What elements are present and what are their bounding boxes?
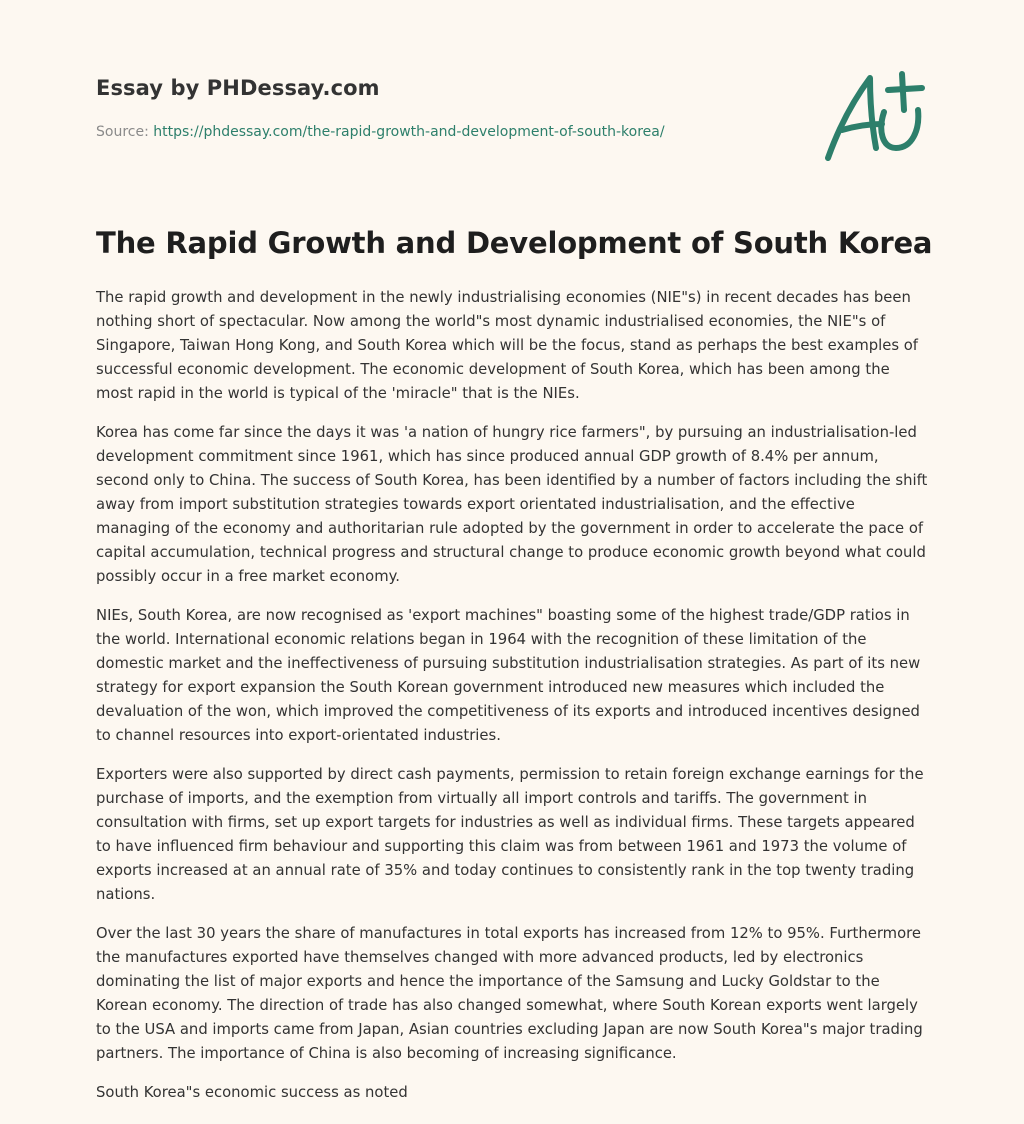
source-link[interactable]: https://phdessay.com/the-rapid-growth-and-development-of-south-korea/ (153, 124, 665, 140)
essay-paragraph: NIEs, South Korea, are now recognised as 'export machines" boasting some of the highest trade/GDP ratios in the world. International economic relations began in 1964 with the recognition of these limitation of the domestic market and the ineffectiveness of pursuing substitution industrialisation strategies. As part of its new strategy for export expansion the South Korean government introduced new measures which included the devaluation of the won, which improved the competitiveness of its exports and introduced incentives designed to channel resources into export-orientated industries. (96, 607, 921, 744)
a-plus-grade-logo-icon (818, 68, 928, 164)
essay-title: The Rapid Growth and Development of South Korea (96, 226, 933, 260)
source-label: Source: (96, 124, 149, 140)
essay-paragraph: The rapid growth and development in the newly industrialising economies (NIE"s) in recent decades has been nothing short of spectacular. Now among the world"s most dynamic industrialised economies, the NIE"s of Singapore, Taiwan Hong Kong, and South Korea which will be the focus, stand as perhaps the best examples of successful economic development. The economic development of South Korea, which has been among the most rapid in the world is typical of the 'miracle" that is the NIEs. (96, 289, 919, 402)
essay-paragraph: South Korea"s economic success as noted (96, 1084, 408, 1101)
essay-paragraph: Over the last 30 years the share of manufactures in total exports has increased from 12% to 95%. Furthermore the manufactures exported have themselves changed with more advanced products, led by electronics dominating the list of major exports and hence the importance of the Samsung and Lucky Goldstar to the Korean economy. The direction of trade has also changed somewhat, where South Korean exports went largely to the USA and imports came from Japan, Asian countries excluding Japan are now South Korea"s major trading partners. The importance of China is also becoming of increasing significance. (96, 925, 923, 1062)
essay-paragraph: Exporters were also supported by direct cash payments, permission to retain foreign exchange earnings for the purchase of imports, and the exemption from virtually all import controls and tariffs. The government in consultation with firms, set up export targets for industries as well as individual firms. These targets appeared to have influenced firm behaviour and supporting this claim was from between 1961 and 1973 the volume of exports increased at an annual rate of 35% and today continues to consistently rank in the top twenty trading nations. (96, 766, 924, 903)
essay-body (96, 286, 930, 1120)
essay-paragraph: Korea has come far since the days it was 'a nation of hungry rice farmers", by pursuing an industrialisation-led development commitment since 1961, which has since produced annual GDP growth of 8.4% per annum, second only to China. The success of South Korea, has been identified by a number of factors including the shift away from import substitution strategies towards export orientated industrialisation, and the effective managing of the economy and authoritarian rule adopted by the government in order to accelerate the pace of capital accumulation, technical progress and structural change to produce economic growth beyond what could possibly occur in a free market economy. (96, 424, 928, 585)
source-line (96, 124, 665, 140)
site-brand: Essay by PHDessay.com (96, 76, 380, 100)
